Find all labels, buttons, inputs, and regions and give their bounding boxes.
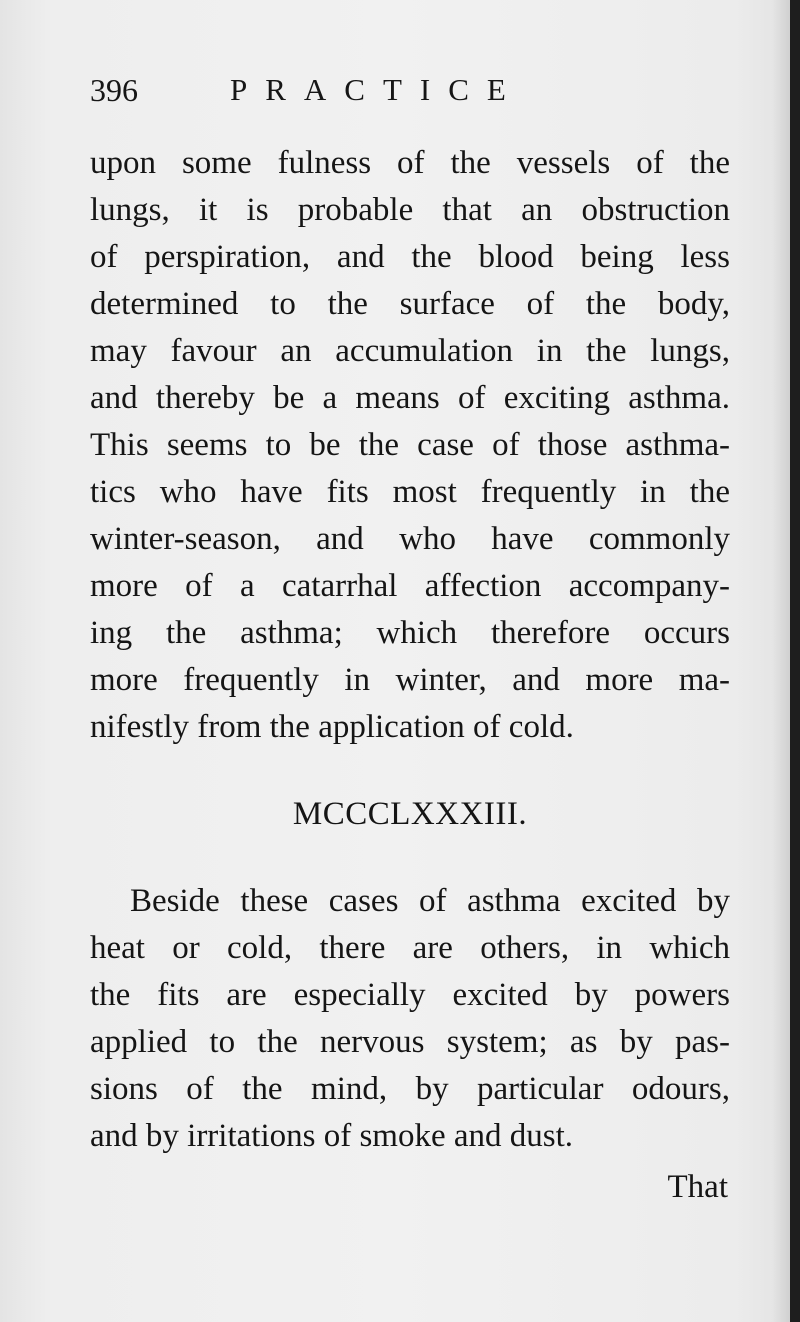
text-line: sions of the mind, by particular odours, [90,1071,730,1107]
paragraph-2 [90,878,730,1160]
text-line: upon some fulness of the vessels of the [90,145,730,181]
text-line: tics who have fits most frequently in the [90,474,730,510]
paragraph-1 [90,140,730,751]
section-heading: MCCCLXXXIII. [292,796,528,832]
catchword: That [667,1169,728,1205]
text-line: and by irritations of smoke and dust. [90,1118,574,1154]
text-line: ing the asthma; which therefore occurs [90,615,730,651]
text-line: applied to the nervous system; as by pas- [90,1024,730,1060]
body-text [90,140,730,1211]
text-line: determined to the surface of the body, [90,286,730,322]
text-line: may favour an accumulation in the lungs, [90,333,730,369]
text-line: the fits are especially excited by powers [90,977,730,1013]
text-line: lungs, it is probable that an obstruction [90,192,730,228]
text-line: of perspiration, and the blood being less [90,239,730,275]
text-line: more frequently in winter, and more ma- [90,662,730,698]
text-line: more of a catarrhal affection accompany- [90,568,730,604]
text-line: heat or cold, there are others, in which [90,930,730,966]
text-line: winter-season, and who have commonly [90,521,730,557]
text-line: Beside these cases of asthma excited by [130,883,730,919]
page-number: 396 [90,72,138,108]
page-header [90,70,730,114]
text-line: nifestly from the application of cold. [90,709,574,745]
running-head: PRACTICE [230,72,524,107]
text-line: and thereby be a means of exciting asthma. [90,380,730,416]
text-line: This seems to be the case of those asthma- [90,427,730,463]
